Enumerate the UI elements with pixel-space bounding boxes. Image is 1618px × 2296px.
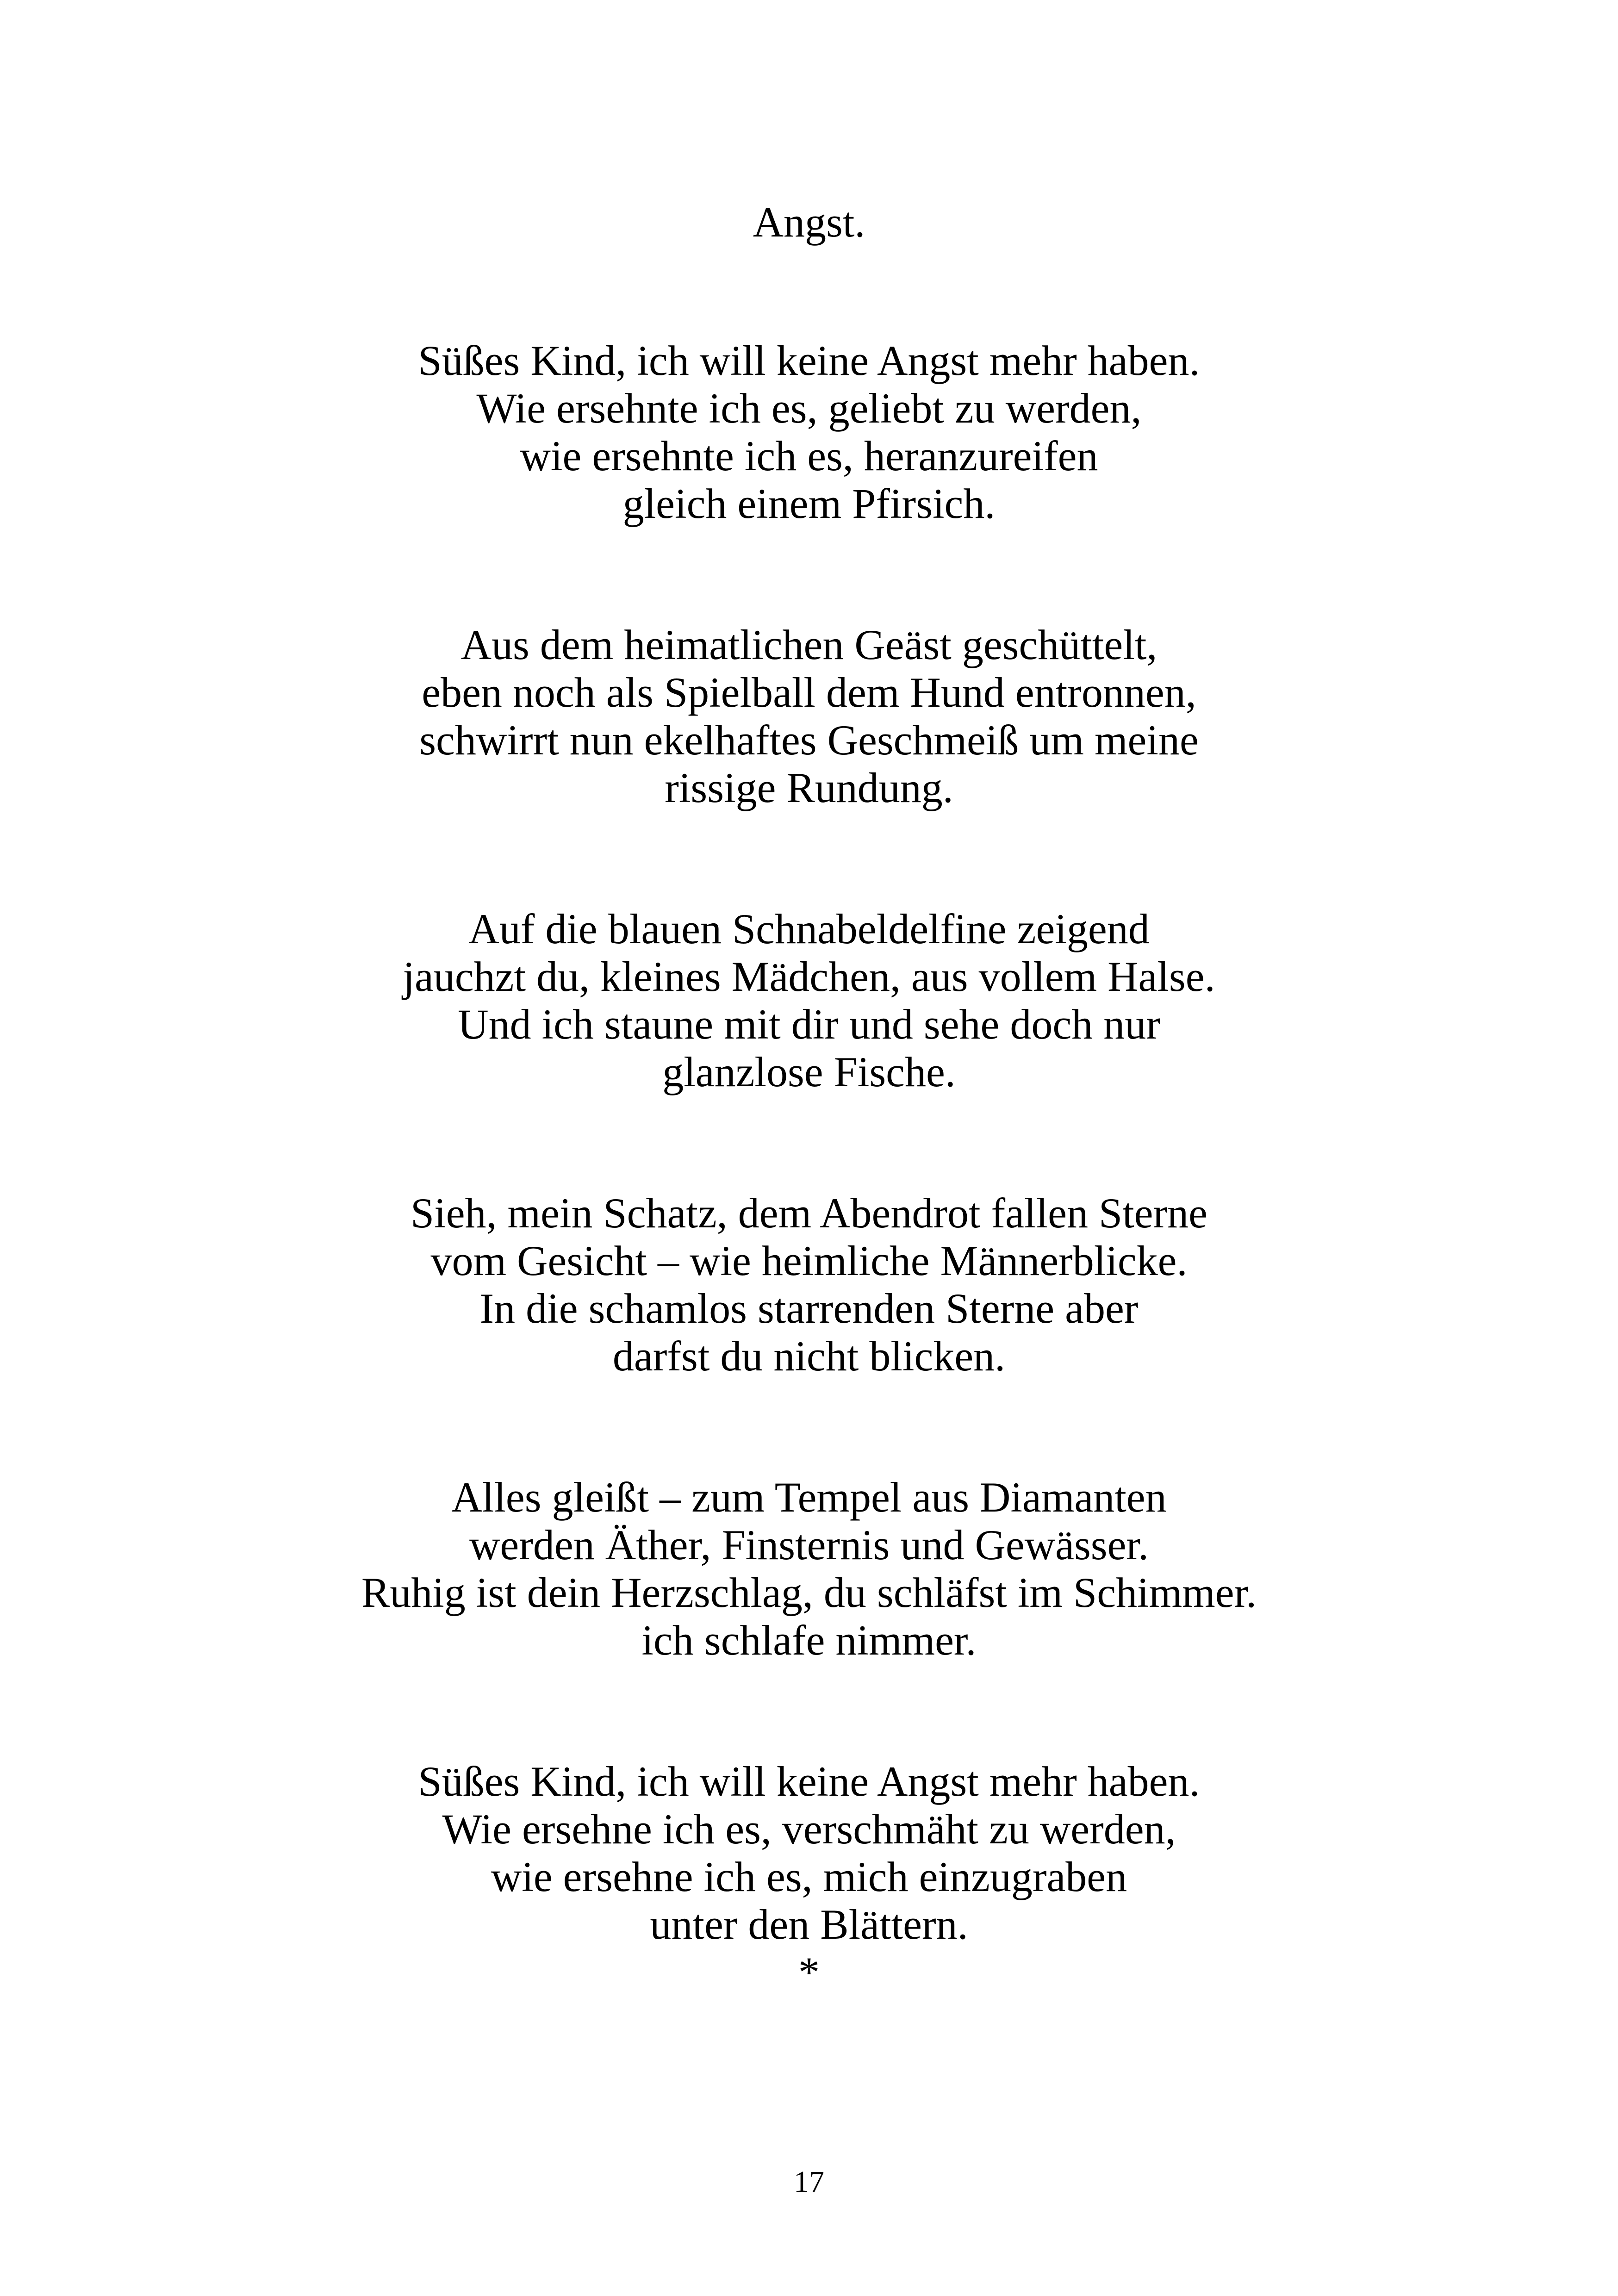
stanza-1 [0, 337, 1618, 528]
verse-line: Süßes Kind, ich will keine Angst mehr haben. [418, 1758, 1200, 1805]
end-mark: * [798, 1948, 820, 1996]
verse-line: Aus dem heimatlichen Geäst geschüttelt, [461, 621, 1157, 668]
verse-line: Wie ersehne ich es, verschmäht zu werden, [442, 1805, 1176, 1853]
verse-line: vom Gesicht – wie heimliche Männerblicke. [430, 1237, 1188, 1284]
verse-line: schwirrt nun ekelhaftes Geschmeiß um meine [419, 716, 1199, 764]
stanza-4 [0, 1189, 1618, 1380]
verse-line: Sieh, mein Schatz, dem Abendrot fallen Sterne [411, 1189, 1207, 1237]
verse-line: wie ersehne ich es, mich einzugraben [491, 1853, 1127, 1900]
verse-line: Wie ersehnte ich es, geliebt zu werden, [476, 385, 1142, 432]
stanza-3 [0, 905, 1618, 1096]
verse-line: In die schamlos starrenden Sterne aber [479, 1285, 1139, 1332]
stanza-5 [0, 1474, 1618, 1664]
verse-line: rissige Rundung. [665, 764, 953, 811]
verse-line: Alles gleißt – zum Tempel aus Diamanten [451, 1474, 1167, 1521]
stanza-2 [0, 621, 1618, 812]
verse-line: darfst du nicht blicken. [612, 1332, 1006, 1380]
verse-line: ich schlafe nimmer. [641, 1617, 977, 1664]
verse-line: glanzlose Fische. [662, 1048, 956, 1095]
verse-line: jauchzt du, kleines Mädchen, aus vollem Halse. [403, 953, 1215, 1000]
verse-line: wie ersehnte ich es, heranzureifen [520, 432, 1098, 479]
page-number: 17 [794, 2165, 824, 2199]
poem-body [0, 337, 1618, 1996]
verse-line: eben noch als Spielball dem Hund entronnen, [422, 669, 1196, 716]
verse-line: unter den Blättern. [650, 1901, 968, 1948]
verse-line: Süßes Kind, ich will keine Angst mehr haben. [418, 337, 1200, 384]
verse-line: Und ich staune mit dir und sehe doch nur [458, 1001, 1160, 1048]
stanza-6 [0, 1758, 1618, 1996]
verse-line: gleich einem Pfirsich. [622, 480, 996, 527]
poem-title: Angst. [753, 199, 865, 246]
verse-line: Auf die blauen Schnabeldelfine zeigend [468, 905, 1150, 952]
verse-line: werden Äther, Finsternis und Gewässer. [469, 1521, 1149, 1568]
verse-line: Ruhig ist dein Herzschlag, du schläfst im Schimmer. [361, 1569, 1257, 1616]
